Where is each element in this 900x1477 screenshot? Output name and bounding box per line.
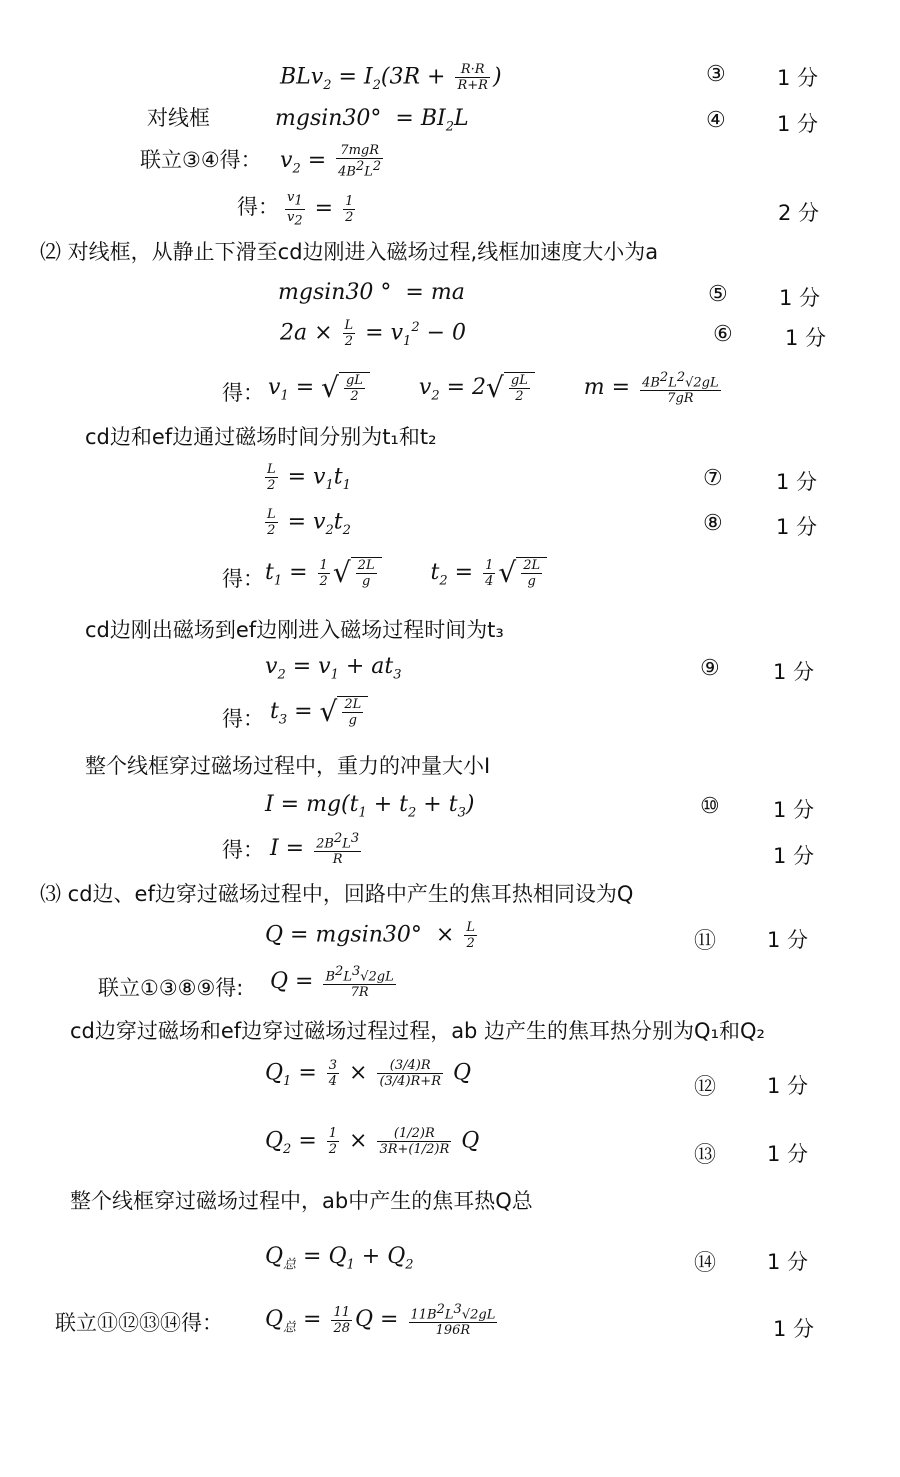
- cd-ef-time: cd边和ef边通过磁场时间分别为t₁和t₂: [85, 425, 437, 449]
- marker-10: ⑩: [700, 794, 720, 819]
- equation-10: $I = mg(t_1 + t_2 + t_3)$: [265, 792, 475, 821]
- equation-v2: $v_2$ = $\frac{\text{7mgR}}{4B^2L^2}$: [280, 143, 382, 180]
- marker-5: ⑤: [708, 282, 728, 307]
- equation-14: $Q_总 = Q_1 + Q_2$: [265, 1244, 414, 1273]
- equation-ratio: $\frac{v_1}{v_2}$ = $\frac{1}{2}$: [287, 190, 354, 229]
- label-line12: 得：: [222, 567, 264, 591]
- marker-7: ⑦: [703, 466, 723, 491]
- equation-Q-total: $Q_总$ = $\frac{11}{28}$ Q = $\frac{11B^2L^3√2gL}{196R}$: [265, 1302, 496, 1339]
- label-line17: 得：: [222, 838, 264, 862]
- label-line24: 联立⑪⑫⑬⑭得：: [55, 1311, 223, 1335]
- q-split-text: cd边穿过磁场和ef边穿过磁场过程过程，ab 边产生的焦耳热分别为Q₁和Q₂: [70, 1019, 765, 1043]
- score: 1 分: [777, 112, 819, 136]
- marker-9: ⑨: [700, 656, 720, 681]
- equation-13: $Q_2$ = $\frac{1}{2}$ × $\frac{(1/2)R}{3R+(1/2)R}$ Q: [265, 1126, 480, 1157]
- marker-3: ③: [706, 62, 726, 87]
- score: 1 分: [779, 286, 821, 310]
- score: 1 分: [773, 798, 815, 822]
- equation-8: $\frac{L}{2}$ = $v_2t_2$: [267, 507, 351, 538]
- score: 1 分: [773, 1317, 815, 1341]
- score: 1 分: [773, 844, 815, 868]
- marker-6: ⑥: [713, 322, 733, 347]
- score: 2 分: [778, 201, 820, 225]
- score: 1 分: [773, 660, 815, 684]
- marker-12: ⑫: [694, 1075, 717, 1100]
- equation-3: $BLv_2 = I_2(3R$ + $\frac{R\cdot R}{R+R}$ ): [280, 62, 502, 93]
- equation-I: I = $\frac{2B^2L^3}{R}$: [270, 831, 360, 868]
- label-line15: 得：: [222, 707, 264, 731]
- label-line19: 联立①③⑧⑨得:: [98, 976, 244, 1000]
- label-line4: 得：: [237, 195, 279, 219]
- equation-t3: $t_3$ = √ $\frac{2L}{g}$: [270, 696, 368, 728]
- label-line2: 对线框: [147, 106, 210, 130]
- equation-12: $Q_1$ = $\frac{3}{4}$ × $\frac{(3/4)R}{(3/4)R+R}$ Q: [265, 1058, 472, 1089]
- equation-v1-v2-m: $v_1$ = √ $\frac{gL}{2}$ $v_2 = 2√$ $\frac{gL}{2}$ m = $\frac{4B^2L^2√2gL}{7gR}$: [268, 370, 719, 407]
- part2-intro: ⑵ 对线框，从静止下滑至cd边刚进入磁场过程,线框加速度大小为a: [40, 240, 659, 264]
- marker-8: ⑧: [703, 511, 723, 536]
- score: 1 分: [785, 326, 827, 350]
- fraction: $\frac{R\cdot R}{R+R}$: [457, 62, 488, 93]
- part3-intro: ⑶ cd边、ef边穿过磁场过程中，回路中产生的焦耳热相同设为Q: [40, 882, 634, 906]
- label-line8: 得：: [222, 381, 264, 405]
- label-line3: 联立③④得：: [140, 148, 262, 172]
- score: 1 分: [767, 928, 809, 952]
- score: 1 分: [777, 66, 819, 90]
- cd-out-time: cd边刚出磁场到ef边刚进入磁场过程时间为t₃: [85, 618, 504, 642]
- score: 1 分: [767, 1142, 809, 1166]
- equation-6: 2a × $\frac{L}{2}$ = $v_1^2 - 0$: [280, 318, 467, 349]
- equation-7: $\frac{L}{2}$ = $v_1t_1$: [267, 462, 351, 493]
- score: 1 分: [767, 1074, 809, 1098]
- score: 1 分: [776, 515, 818, 539]
- equation-Q: Q = $\frac{B^2L^3√2gL}{7R}$: [270, 964, 394, 1001]
- equation-t1-t2: $t_1$ = $\frac{1}{2}$ √ $\frac{2L}{g}$ $t_2$ = $\frac{1}{4}$ √ $\frac{2L}{g}$: [265, 557, 547, 589]
- equation-5: mgsin30 ° = ma: [278, 280, 465, 305]
- equation-4: $mgsin30^\circ = BI_2L$: [275, 106, 469, 135]
- marker-4: ④: [706, 108, 726, 133]
- marker-11: ⑪: [694, 929, 717, 954]
- total-heat-text: 整个线框穿过磁场过程中，ab中产生的焦耳热Q总: [70, 1189, 533, 1213]
- equation-9: $v_2 = v_1 + at_3$: [265, 654, 402, 683]
- score: 1 分: [767, 1250, 809, 1274]
- impulse-text: 整个线框穿过磁场过程中，重力的冲量大小I: [85, 754, 491, 778]
- marker-13: ⑬: [694, 1143, 717, 1168]
- equation-11: Q = mgsin30° × $\frac{L}{2}$: [265, 920, 475, 951]
- marker-14: ⑭: [694, 1251, 717, 1276]
- score: 1 分: [776, 470, 818, 494]
